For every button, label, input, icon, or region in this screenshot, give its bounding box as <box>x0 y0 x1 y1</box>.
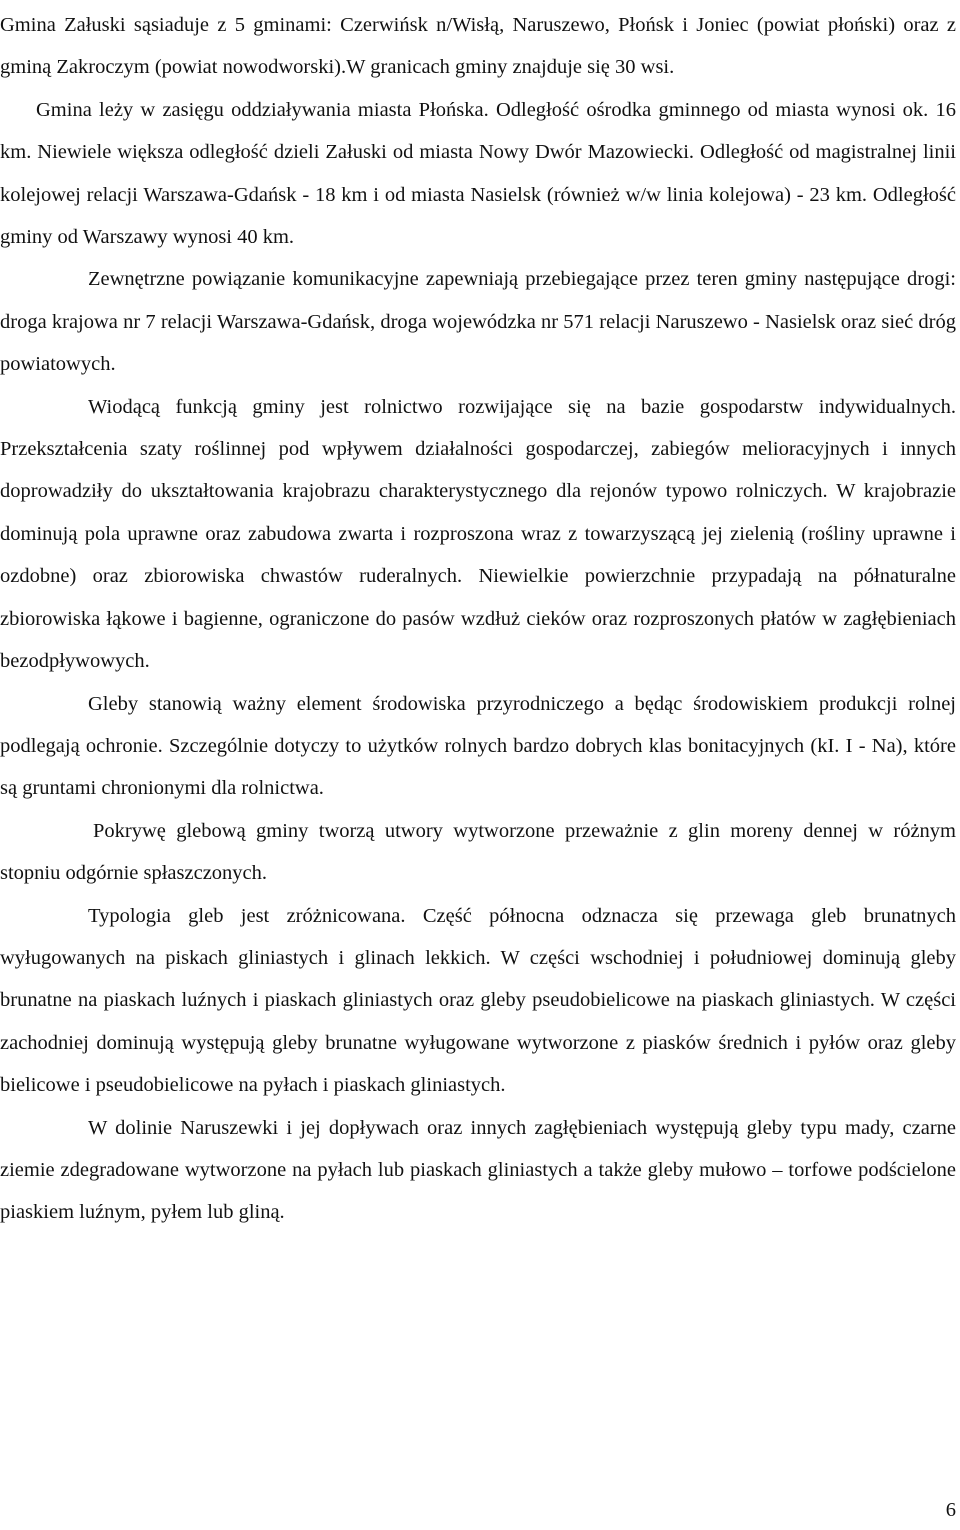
body-text <box>0 4 956 1234</box>
paragraph-distances: Gmina leży w zasięgu oddziaływania miasta Płońska. Odległość ośrodka gminnego od miasta wynosi ok. 16 km. Niewiele większa odległość dzieli Załuski od miasta Nowy Dwór Mazowiecki. Odległość od magistralnej linii kolejowej relacji Warszawa-Gdańsk - 18 km i od miasta Nasielsk (również w/w linia kolejowa) - 23 km. Odległość gminy od Warszawy wynosi 40 km. <box>0 98 956 249</box>
paragraph-transport-links: Zewnętrzne powiązanie komunikacyjne zapewniają przebiegające przez teren gminy następujące drogi: droga krajowa nr 7 relacji Warszawa-Gdańsk, droga wojewódzka nr 571 relacji Naruszewo - Nasielsk oraz sieć dróg powiatowych. <box>0 268 956 376</box>
paragraph-soil-protection: Gleby stanowią ważny element środowiska przyrodniczego a będąc środowiskiem produkcji rolnej podlegają ochronie. Szczególnie dotyczy to użytków rolnych bardzo dobrych klas bonitacyjnych (kI. I - Na), które są gruntami chronionymi dla rolnictwa. <box>0 692 956 800</box>
page-number: 6 <box>945 1499 956 1521</box>
paragraph-soil-cover: Pokrywę glebową gminy tworzą utwory wytworzone przeważnie z glin moreny dennej w różnym stopniu odgórnie spłaszczonych. <box>0 819 956 885</box>
paragraph-valley-soils: W dolinie Naruszewki i jej dopływach oraz innych zagłębieniach występują gleby typu mady, czarne ziemie zdegradowane wytworzone na pyłach lub piaskach gliniastych a także gleby mułowo – torfowe podścielone piaskiem luźnym, pyłem lub gliną. <box>0 1116 956 1224</box>
paragraph-agriculture-landscape: Wiodącą funkcją gminy jest rolnictwo rozwijające się na bazie gospodarstw indywidualnych. Przekształcenia szaty roślinnej pod wpływem działalności gospodarczej, zabiegów melioracyjnych i innych doprowadziły do ukształtowania krajobrazu charakterystycznego dla rejonów typowo rolniczych. W krajobrazie dominują pola uprawne oraz zabudowa zwarta i rozproszona wraz z towarzyszącą jej zielenią (rośliny uprawne i ozdobne) oraz zbiorowiska chwastów ruderalnych. Niewielkie powierzchnie przypadają na półnaturalne zbiorowiska łąkowe i bagienne, ograniczone do pasów wzdłuż cieków oraz rozproszonych płatów w zagłębieniach bezodpływowych. <box>0 395 956 673</box>
paragraph-neighbouring-municipalities: Gmina Załuski sąsiaduje z 5 gminami: Czerwińsk n/Wisłą, Naruszewo, Płońsk i Joniec (powiat płoński) oraz z gminą Zakroczym (powiat nowodworski).W granicach gminy znajduje się 30 wsi. <box>0 14 956 79</box>
paragraph-soil-typology: Typologia gleb jest zróżnicowana. Część północna odznacza się przewaga gleb brunatnych wyługowanych na piskach gliniastych i glinach lekkich. W części wschodniej i południowej dominują gleby brunatne na piaskach luźnych i piaskach gliniastych oraz gleby pseudobielicowe na piaskach gliniastych. W części zachodniej dominują występują gleby brunatne wyługowane wytworzone z piasków średnich i pyłów oraz gleby bielicowe i pseudobielicowe na pyłach i piaskach gliniastych. <box>0 904 956 1097</box>
